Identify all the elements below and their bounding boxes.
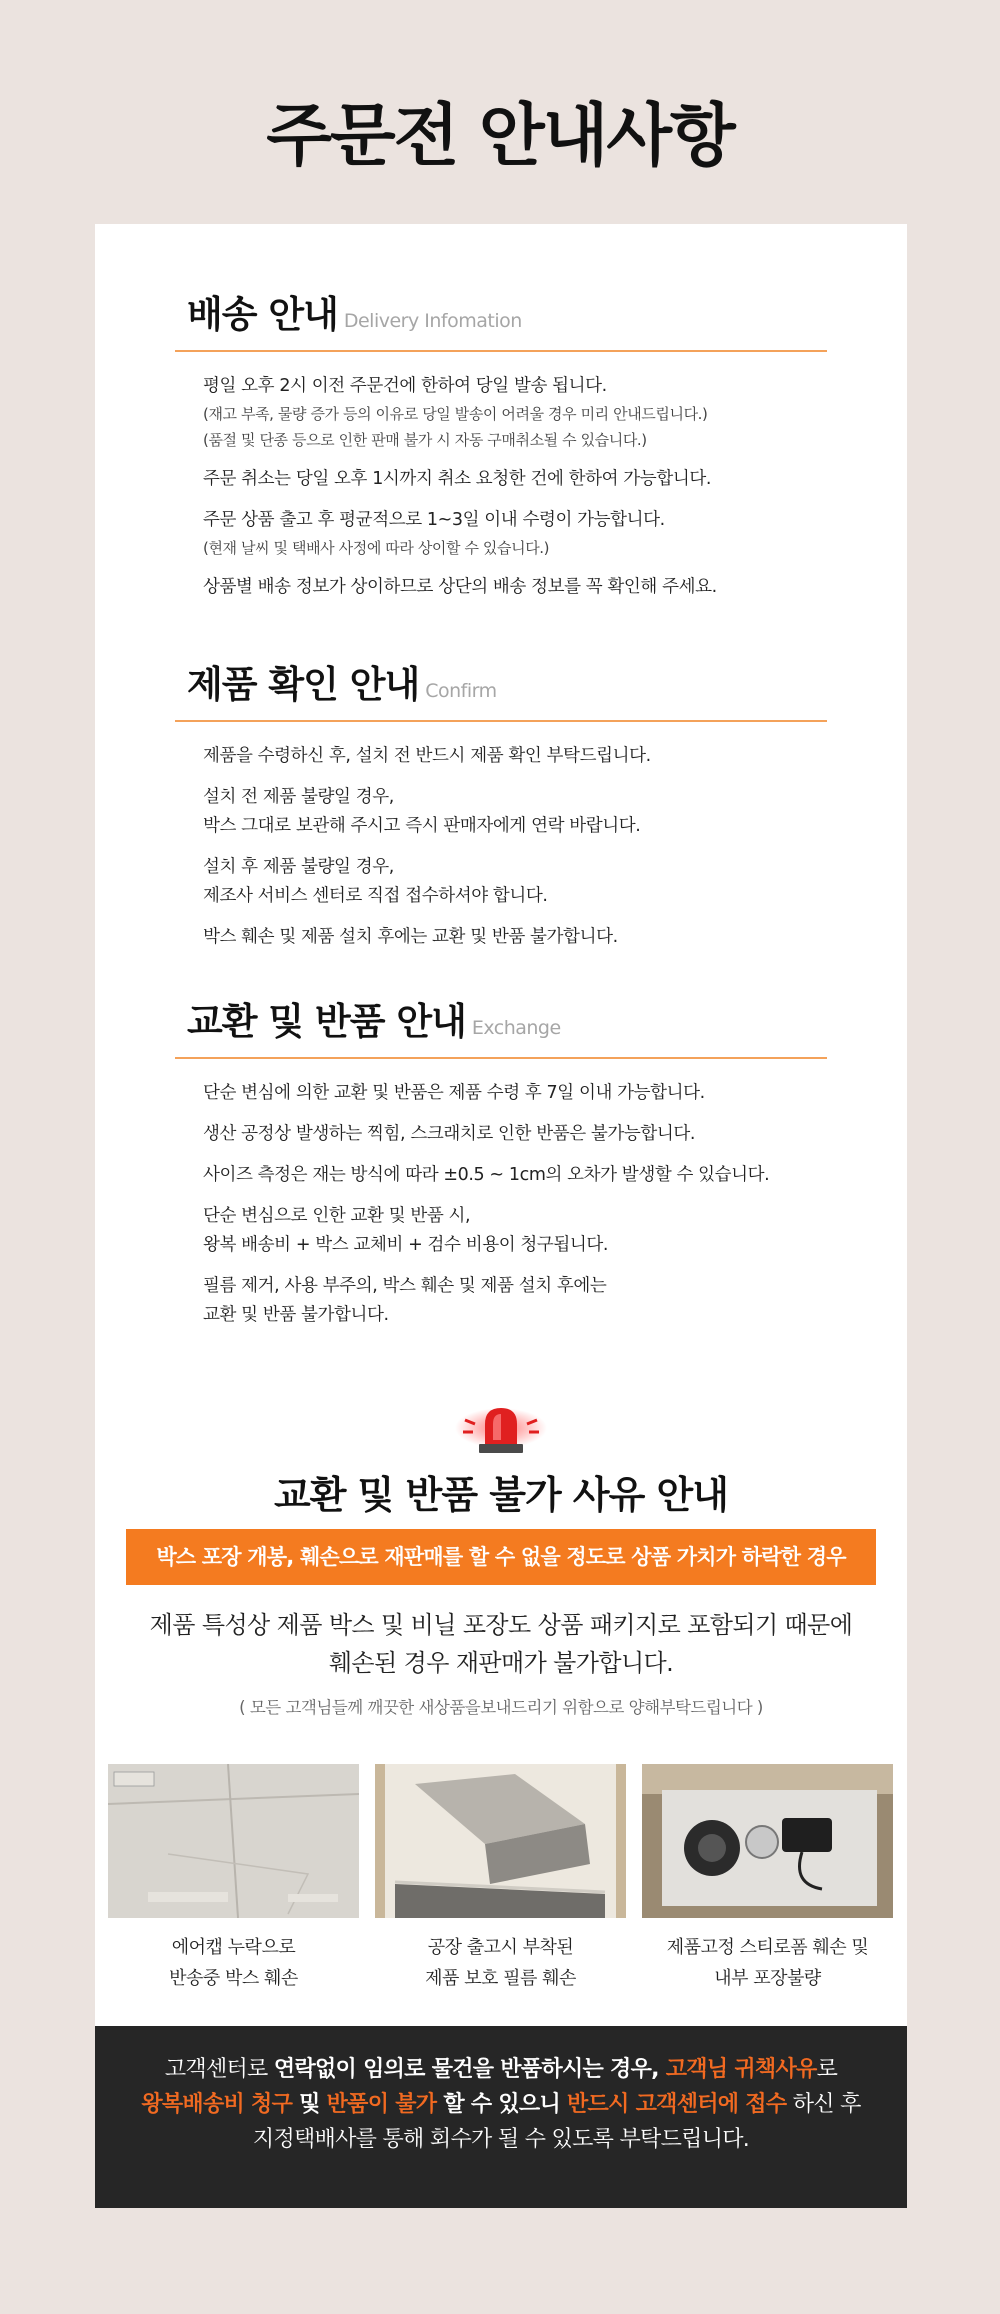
list-item (203, 923, 827, 952)
delivery-list (175, 352, 827, 602)
list-item (203, 1079, 827, 1108)
warning-desc-line: 훼손된 경우 재판매가 불가합니다. (328, 1649, 674, 1677)
warning-desc-line: 제품 특성상 제품 박스 및 비닐 포장도 상품 패키지로 포함되기 때문에 (149, 1611, 853, 1639)
notice-highlight: 반품이 불가 (326, 2092, 437, 2117)
notice-highlight: 반드시 고객센터에 접수 (566, 2092, 787, 2117)
list-item (203, 783, 827, 841)
notice-line-2 (95, 2087, 907, 2122)
notice-line-3: 지정택배사를 통해 회수가 될 수 있도록 부탁드립니다. (252, 2127, 750, 2152)
list-item (203, 1202, 827, 1260)
caption-line: 제품고정 스티로폼 훼손 및 (666, 1937, 869, 1958)
item-text: 설치 전 제품 불량일 경우, (203, 787, 394, 807)
photo-card (642, 1764, 893, 1994)
exchange-header (175, 991, 827, 1059)
item-note: (품절 및 단종 등으로 인한 판매 불가 시 자동 구매취소될 수 있습니다.) (203, 431, 647, 449)
notice-highlight: 왕복배송비 청구 (141, 2092, 293, 2117)
list-item (203, 372, 827, 453)
delivery-header (175, 284, 827, 352)
confirm-title-text: 제품 확인 안내 (187, 663, 420, 706)
list-item (203, 1161, 827, 1190)
item-text: 단순 변심으로 인한 교환 및 반품 시, (203, 1206, 471, 1226)
item-text: 제품을 수령하신 후, 설치 전 반드시 제품 확인 부탁드립니다. (203, 746, 651, 766)
item-text: 주문 취소는 당일 오후 1시까지 취소 요청한 건에 한하여 가능합니다. (203, 469, 711, 489)
item-text: 제조사 서비스 센터로 직접 접수하셔야 합니다. (203, 886, 548, 906)
caption-line: 제품 보호 필름 훼손 (425, 1968, 576, 1989)
warning-title: 교환 및 반품 불가 사유 안내 (274, 1473, 728, 1517)
exchange-section (175, 991, 827, 1342)
item-text: 왕복 배송비 + 박스 교체비 + 검수 비용이 청구됩니다. (203, 1235, 609, 1255)
confirm-list (175, 722, 827, 952)
confirm-title (187, 654, 497, 708)
item-text: 단순 변심에 의한 교환 및 반품은 제품 수령 후 7일 이내 가능합니다. (203, 1083, 705, 1103)
delivery-title (187, 284, 522, 338)
damaged-styrofoam-photo (642, 1764, 893, 1918)
notice-text: 로 (816, 2057, 838, 2082)
list-item (203, 853, 827, 911)
exchange-title (187, 991, 561, 1045)
confirm-subtitle: Confirm (425, 680, 497, 702)
return-notice (95, 2026, 907, 2208)
damaged-film-photo (375, 1764, 626, 1918)
content-card (95, 224, 907, 2208)
item-text: 박스 훼손 및 제품 설치 후에는 교환 및 반품 불가합니다. (203, 927, 618, 947)
notice-line-1 (95, 2052, 907, 2087)
item-text: 상품별 배송 정보가 상이하므로 상단의 배송 정보를 꼭 확인해 주세요. (203, 577, 717, 597)
notice-text-bold: 및 (292, 2092, 327, 2117)
exchange-subtitle: Exchange (471, 1017, 561, 1039)
list-item (203, 1272, 827, 1330)
list-item (203, 465, 827, 494)
delivery-section (175, 284, 827, 614)
item-text: 교환 및 반품 불가합니다. (203, 1305, 389, 1325)
notice-text: 고객센터로 (164, 2057, 274, 2082)
exchange-list (175, 1059, 827, 1330)
delivery-title-text: 배송 안내 (187, 293, 338, 336)
caption-line: 내부 포장불량 (714, 1968, 821, 1989)
notice-text-bold: 연락없이 임의로 물건을 반품하시는 경우, (273, 2057, 666, 2082)
item-text: 필름 제거, 사용 부주의, 박스 훼손 및 제품 설치 후에는 (203, 1276, 607, 1296)
photo-caption (642, 1932, 893, 1994)
photo-card (375, 1764, 626, 1994)
item-note: (현재 날씨 및 택배사 사정에 따라 상이할 수 있습니다.) (203, 539, 550, 557)
delivery-subtitle: Delivery Infomation (343, 310, 522, 332)
caption-line: 반송중 박스 훼손 (169, 1968, 298, 1989)
list-item (203, 742, 827, 771)
warning-note: ( 모든 고객님들께 깨끗한 새상품을보내드리기 위함으로 양해부탁드립니다 ) (239, 1698, 763, 1717)
item-text: 설치 후 제품 불량일 경우, (203, 857, 394, 877)
warning-band: 박스 포장 개봉, 훼손으로 재판매를 할 수 없을 정도로 상품 가치가 하락한 경우 (126, 1529, 876, 1585)
list-item (203, 573, 827, 602)
caption-line: 공장 출고시 부착된 (427, 1937, 574, 1958)
photo-caption (108, 1932, 359, 1994)
damaged-box-photo (108, 1764, 359, 1918)
item-text: 주문 상품 출고 후 평균적으로 1~3일 이내 수령이 가능합니다. (203, 510, 665, 530)
list-item (203, 1120, 827, 1149)
confirm-section (175, 654, 827, 964)
item-text: 사이즈 측정은 재는 방식에 따라 ±0.5 ~ 1cm의 오차가 발생할 수 있습니다. (203, 1165, 770, 1185)
item-text: 박스 그대로 보관해 주시고 즉시 판매자에게 연락 바랍니다. (203, 816, 641, 836)
siren-icon (455, 1400, 547, 1456)
item-text: 생산 공정상 발생하는 찍힘, 스크래치로 인한 반품은 불가능합니다. (203, 1124, 696, 1144)
item-note: (재고 부족, 물량 증가 등의 이유로 당일 발송이 어려울 경우 미리 안내드립니다.) (203, 405, 708, 423)
notice-highlight: 고객님 귀책사유 (665, 2057, 817, 2082)
exchange-title-text: 교환 및 반품 안내 (187, 1000, 466, 1043)
item-text: 평일 오후 2시 이전 주문건에 한하여 당일 발송 됩니다. (203, 376, 607, 396)
page-title: 주문전 안내사항 (266, 97, 734, 176)
confirm-header (175, 654, 827, 722)
photo-caption (375, 1932, 626, 1994)
caption-line: 에어캡 누락으로 (171, 1937, 296, 1958)
photo-card (108, 1764, 359, 1994)
notice-text-bold: 할 수 있으니 (436, 2092, 567, 2117)
notice-text: 하신 후 (786, 2092, 861, 2117)
warning-description (95, 1606, 907, 1682)
list-item (203, 506, 827, 561)
